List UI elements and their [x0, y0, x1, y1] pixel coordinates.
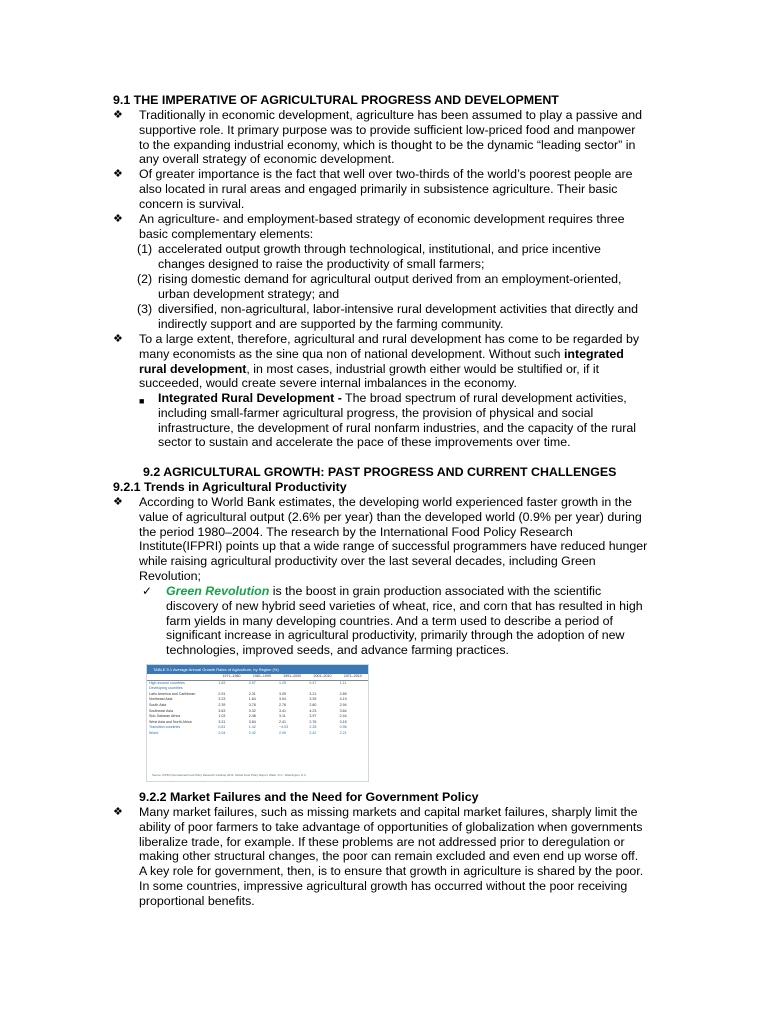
table-cell: 1.11	[339, 680, 347, 685]
table-cell: 2.76	[309, 719, 317, 724]
table-cell: 2.42	[248, 730, 256, 735]
table-cell: 0.97	[248, 680, 256, 685]
paragraph-three-elements: An agriculture- and employment-based strategy of economic development requires three basic complementary elements:	[139, 212, 625, 241]
table-cell: 1.42	[248, 725, 256, 730]
table-cell: 3.78	[248, 702, 256, 707]
table-cell: 2.39	[218, 702, 226, 707]
table-row-label: Latin America and Caribbean	[149, 691, 196, 696]
paragraph-agriculture-passive-role: Traditionally in economic development, agriculture has been assumed to play a passive and supportive role. It primary purpose was to provide sufficient low-priced food and manpower to the expanding industrial economy, which is thought to be the dynamic “leading sector” in any overall strategy of economic development.	[139, 108, 643, 167]
table-cell: 1.83	[218, 680, 226, 685]
table-cell: 2.76	[279, 702, 287, 707]
table-row-label: South Asia	[149, 702, 167, 707]
table-cell: 3.39	[309, 697, 317, 702]
table-cell: 2.91	[218, 691, 226, 696]
table-cell: 0.47	[309, 680, 317, 685]
growth-rates-table	[147, 674, 368, 737]
definition-integrated-rural-development: Integrated Rural Development - The broad spectrum of rural development activities, including small-farmer agricultural progress, the provision of physical and social infrastructure, the development of rural nonfarm industries, and the capacity of the rural sector to sustain and accelerate the pace of these improvements over time.	[158, 391, 636, 450]
table-row	[147, 731, 368, 737]
checkmark-icon: ✓	[142, 584, 153, 598]
table-cell: 2.80	[309, 702, 317, 707]
table-row-label: West Asia and North Africa	[149, 719, 192, 724]
table-row-label: Southeast Asia	[149, 708, 173, 713]
definition-term: Integrated Rural Development -	[158, 391, 342, 405]
table-cell: 3.09	[279, 691, 287, 696]
table-cell: 3.63	[218, 708, 226, 713]
table-title: TABLE 9.1 Average Annual Growth Rates of Agriculture, by Region (%)	[147, 665, 368, 674]
section-9-1-heading: 9.1 THE IMPERATIVE OF AGRICULTURAL PROGRESS AND DEVELOPMENT	[113, 93, 559, 107]
table-cell: 3.32	[248, 708, 256, 713]
section-9-2-2-heading: 9.2.2 Market Failures and the Need for Government Policy	[139, 790, 479, 804]
diamond-bullet-icon: ❖	[113, 496, 123, 508]
definition-green-revolution: Green Revolution is the boost in grain production associated with the scientific discovery of new hybrid seed varieties of wheat, rice, and corn that has resulted in high farm yields in many developing countries. And a term used to describe a period of significant increase in agricultural productivity, primarily through the adoption of new technologies, improved seeds, and advance farming practices.	[166, 584, 643, 658]
table-row-label: Northeast Asia	[149, 697, 173, 702]
table-cell: 1.25	[279, 680, 287, 685]
table-header-row: 1971–1980 1981–1990 1991–2000 2001–2010 1971–2010	[147, 674, 368, 680]
paragraph-world-bank-estimates: According to World Bank estimates, the developing world experienced faster growth in the value of agricultural output (2.6% per year) than the developed world (0.9% per year) during the period 1980–2004. The research by the International Food Policy Research Institute(IFPRI) points up that a wide range of successful programmers have reduced hunger while raising agricultural productivity over the last several decades, including Green Revolution;	[139, 495, 648, 583]
paragraph-market-failures: Many market failures, such as missing markets and capital market failures, sharply limit the ability of poor farmers to take advantage of opportunities of globalization when governments liberalize trade, for example. If these problems are not addressed prior to deregulation or making other structural changes, the poor can remain excluded and even end up worse off. A key role for government, then, is to ensure that growth in agriculture is shared by the poor. In some countries, impressive agricultural growth has occurred without the poor receiving proportional benefits.	[139, 805, 644, 908]
table-cell: 1.84	[248, 697, 256, 702]
paragraph-poorest-people-rural: Of greater importance is the fact that well over two-thirds of the world’s poorest people are also located in rural areas and engaged primarily in subsistence agriculture. Their basic concern is survival.	[139, 167, 633, 211]
table-cell: −4.03	[279, 725, 289, 730]
diamond-bullet-icon: ❖	[113, 109, 123, 121]
table-cell: 3.97	[309, 714, 317, 719]
table-cell: 2.94	[339, 702, 347, 707]
bold-term: integrated	[563, 346, 624, 361]
bold-term: rural development	[139, 361, 247, 376]
table-row-label: Sub-Saharan Africa	[149, 714, 181, 719]
table-cell: 2.42	[309, 730, 317, 735]
table-cell: 0.81	[218, 725, 226, 730]
list-number: (1)	[137, 242, 153, 256]
list-number: (2)	[137, 272, 153, 286]
green-revolution-term: Green Revolution	[166, 584, 270, 598]
table-cell: 2.21	[339, 730, 347, 735]
table-row-label: Transition countries	[149, 725, 181, 730]
table-cell: 2.41	[279, 719, 287, 724]
table-cell: 3.64	[339, 708, 347, 713]
table-row-label: Developing countries	[149, 686, 183, 691]
list-item-1: accelerated output growth through technological, institutional, and price incentive changes designed to raise the productivity of small farmers;	[158, 242, 601, 271]
table-cell: 3.15	[339, 719, 347, 724]
table-cell: 3.84	[248, 719, 256, 724]
agriculture-growth-table-figure	[146, 664, 369, 782]
table-cell: 3.11	[279, 714, 286, 719]
diamond-bullet-icon: ❖	[113, 806, 123, 818]
table-cell: 2.31	[248, 691, 256, 696]
table-cell: 2.48	[248, 714, 256, 719]
table-row-label: World	[149, 730, 159, 735]
list-item-3: diversified, non-agricultural, labor-intensive rural development activities that directly and indirectly support and are supported by the farming community.	[158, 302, 639, 331]
section-9-2-heading: 9.2 AGRICULTURAL GROWTH: PAST PROGRESS AND CURRENT CHALLENGES	[143, 465, 617, 479]
table-cell: 2.44	[339, 714, 347, 719]
square-bullet-icon: ■	[139, 396, 145, 406]
table-cell: 1.03	[218, 714, 226, 719]
table-cell: 3.31	[218, 719, 226, 724]
diamond-bullet-icon: ❖	[113, 333, 123, 345]
table-cell: 4.23	[309, 708, 317, 713]
diamond-bullet-icon: ❖	[113, 168, 123, 180]
diamond-bullet-icon: ❖	[113, 213, 123, 225]
table-cell: 3.23	[218, 697, 226, 702]
list-item-2: rising domestic demand for agricultural output derived from an employment-oriented, urban development strategy; and	[158, 272, 622, 301]
table-cell: 4.19	[339, 697, 347, 702]
table-cell: 2.09	[279, 730, 287, 735]
table-source-note: Source: IFPRI (International Food Policy Research Institute) 2013. Global Food Policy Report. Wash. D.C.: Washington, D.C.	[152, 773, 307, 778]
list-number: (3)	[137, 302, 153, 316]
table-cell: 3.04	[279, 697, 287, 702]
table-row-label: High-income countries	[149, 680, 185, 685]
table-cell: 0.96	[339, 725, 347, 730]
table-cell: 2.89	[339, 691, 347, 696]
table-cell: 3.21	[309, 691, 317, 696]
section-9-2-1-heading: 9.2.1 Trends in Agricultural Productivity	[113, 480, 347, 494]
table-cell: 2.04	[218, 730, 226, 735]
paragraph-integrated-rural-development: To a large extent, therefore, agricultural and rural development has come to be regarded by many economists as the sine qua non of national development. Without such integrated rural development, in most cases, industrial growth either would be stultified or, if it succeeded, would create severe internal imbalances in the economy.	[139, 332, 640, 391]
table-cell: 3.41	[279, 708, 287, 713]
table-cell: 2.28	[309, 725, 317, 730]
